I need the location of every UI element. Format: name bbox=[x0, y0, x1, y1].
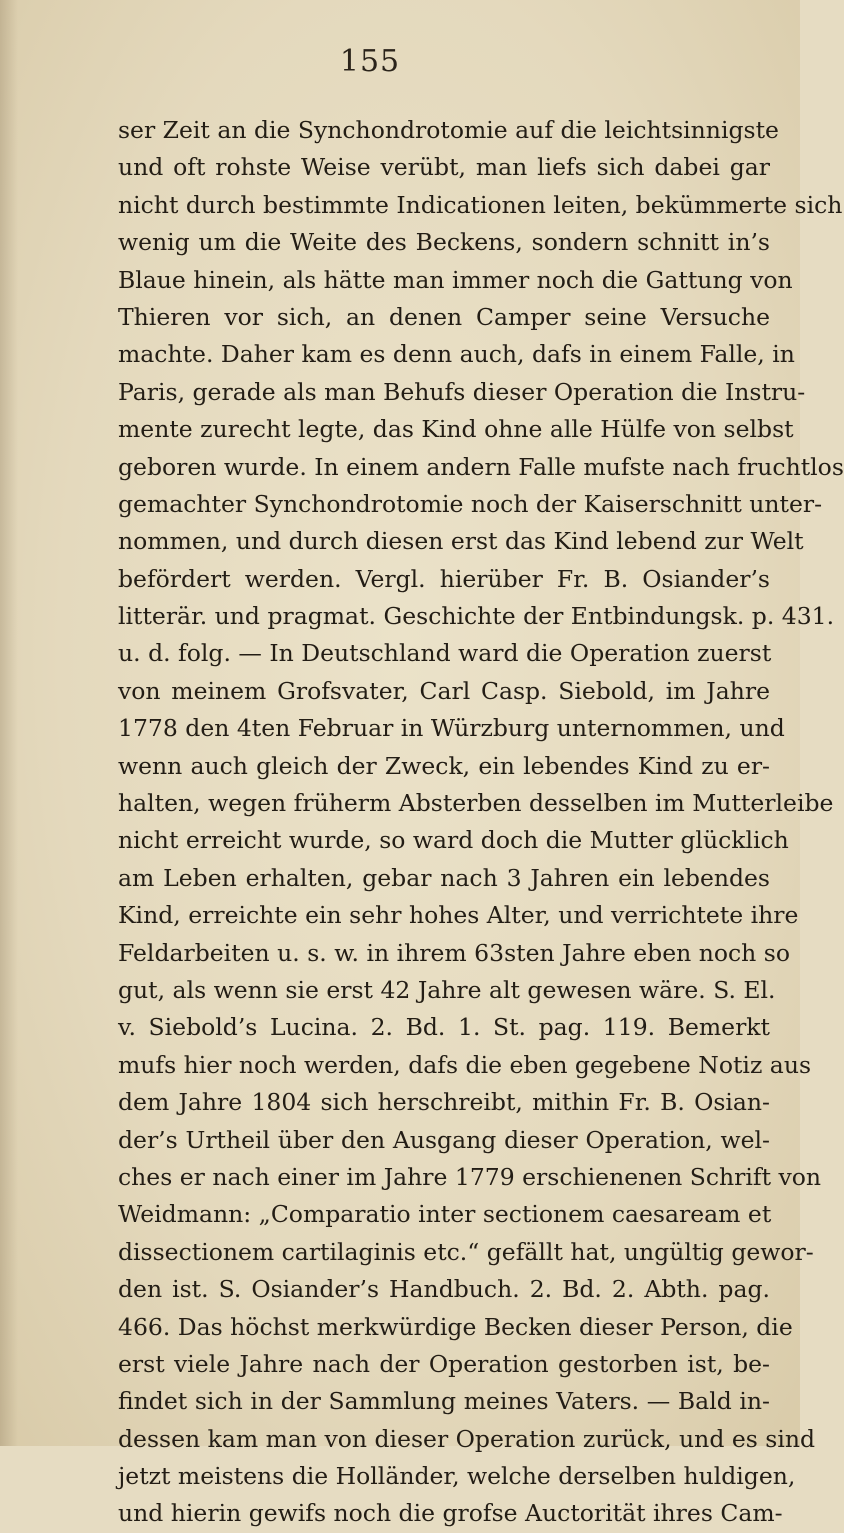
text-line: Weidmann: „Comparatio inter sectionem caesaream et bbox=[118, 1200, 772, 1229]
text-line: ser Zeit an die Synchondrotomie auf die leichtsinnigste bbox=[118, 116, 779, 144]
text-line: Thieren vor sich, an denen Camper seine Versuche bbox=[118, 302, 770, 331]
text-line: mufs hier noch werden, dafs die eben gegebene Notiz aus bbox=[118, 1050, 812, 1079]
text-line: wenig um die Weite des Beckens, sondern schnitt in’s bbox=[118, 228, 770, 257]
text-line: von meinem Grofsvater, Carl Casp. Siebold, im Jahre bbox=[118, 676, 770, 705]
text-line: machte. Daher kam es denn auch, dafs in einem Falle, in bbox=[118, 340, 795, 369]
text-line: nommen, und durch diesen erst das Kind lebend zur Welt bbox=[118, 527, 804, 556]
text-line: und hierin gewifs noch die grofse Auctorität ihres Cam- bbox=[118, 1499, 783, 1528]
text-line: gemachter Synchondrotomie noch der Kaiserschnitt unter- bbox=[118, 489, 823, 518]
text-line: u. d. folg. — In Deutschland ward die Operation zuerst bbox=[118, 639, 772, 668]
text-line: Kind, erreichte ein sehr hohes Alter, und verrichtete ihre bbox=[118, 901, 799, 930]
text-line: erst viele Jahre nach der Operation gestorben ist, be- bbox=[118, 1349, 770, 1378]
text-line: findet sich in der Sammlung meines Vaters. — Bald in- bbox=[118, 1387, 770, 1416]
text-line: dem Jahre 1804 sich herschreibt, mithin Fr. B. Osian- bbox=[118, 1088, 770, 1117]
text-line: befördert werden. Vergl. hierüber Fr. B. Osiander’s bbox=[118, 564, 770, 593]
text-line: wenn auch gleich der Zweck, ein lebendes Kind zu er- bbox=[118, 751, 770, 780]
body-text bbox=[118, 112, 844, 1533]
text-line: litterär. und pragmat. Geschichte der Entbindungsk. p. 431. bbox=[118, 602, 835, 631]
text-line: dessen kam man von dieser Operation zurück, und es sind bbox=[118, 1424, 816, 1453]
text-line: der’s Urtheil über den Ausgang dieser Operation, wel- bbox=[118, 1125, 770, 1154]
text-line: geboren wurde. In einem andern Falle mufste nach fruchtlos bbox=[118, 452, 844, 481]
text-line: nicht erreicht wurde, so ward doch die Mutter glücklich bbox=[118, 826, 789, 855]
text-line: und oft rohste Weise verübt, man liefs sich dabei gar bbox=[118, 153, 770, 182]
text-line: jetzt meistens die Holländer, welche derselben huldigen, bbox=[118, 1462, 796, 1491]
text-line: gut, als wenn sie erst 42 Jahre alt gewesen wäre. S. El. bbox=[118, 975, 776, 1004]
page-number: 155 bbox=[339, 44, 401, 79]
text-line: nicht durch bestimmte Indicationen leiten, bekümmerte sich bbox=[118, 190, 843, 219]
text-line: halten, wegen früherm Absterben desselben im Mutterleibe bbox=[118, 789, 834, 818]
text-line: Feldarbeiten u. s. w. in ihrem 63sten Jahre eben noch so bbox=[118, 938, 790, 967]
text-line: den ist. S. Osiander’s Handbuch. 2. Bd. 2. Abth. pag. bbox=[118, 1275, 770, 1304]
text-line: v. Siebold’s Lucina. 2. Bd. 1. St. pag. 119. Bemerkt bbox=[118, 1013, 770, 1042]
text-line: dissectionem cartilaginis etc.“ gefällt hat, ungültig gewor- bbox=[118, 1237, 814, 1266]
text-line: Blaue hinein, als hätte man immer noch die Gattung von bbox=[118, 265, 793, 294]
text-line: 466. Das höchst merkwürdige Becken dieser Person, die bbox=[118, 1312, 793, 1341]
text-line: 1778 den 4ten Februar in Würzburg unternommen, und bbox=[118, 714, 785, 743]
text-line: ches er nach einer im Jahre 1779 erschienenen Schrift von bbox=[118, 1162, 822, 1191]
text-line: Paris, gerade als man Behufs dieser Operation die Instru- bbox=[118, 377, 806, 406]
text-line: mente zurecht legte, das Kind ohne alle Hülfe von selbst bbox=[118, 415, 794, 444]
text-line: am Leben erhalten, gebar nach 3 Jahren ein lebendes bbox=[118, 863, 770, 892]
page-edge-shadow bbox=[0, 0, 18, 1446]
